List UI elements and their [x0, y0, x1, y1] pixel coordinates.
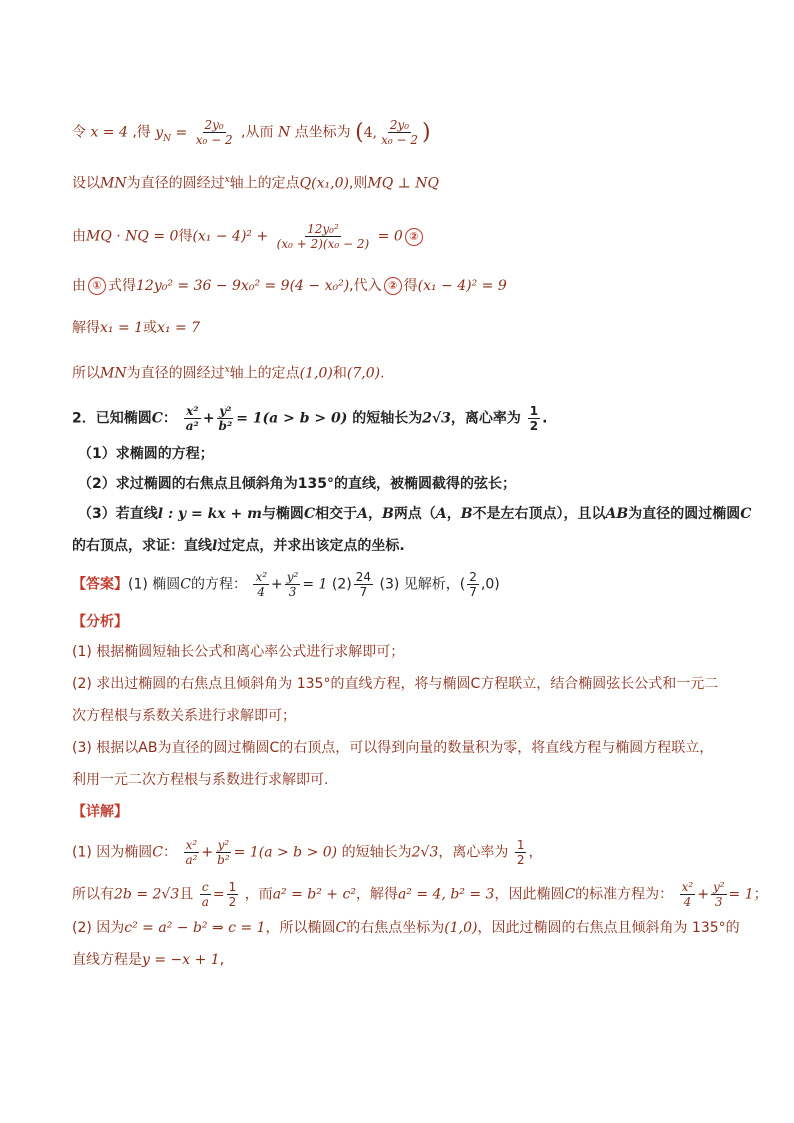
text-fragment: 轴上的定点	[229, 175, 300, 192]
text-fragment: 2√3	[422, 410, 451, 427]
text-fragment	[183, 838, 199, 867]
text-fragment: 的标准方程为：	[575, 886, 674, 903]
text-fragment: a² = 4, b² = 3	[397, 886, 495, 903]
text-fragment	[200, 880, 211, 909]
text-fragment: 【分析】	[72, 614, 128, 630]
text-fragment: x₁ = 7	[157, 320, 201, 336]
text-fragment: )	[421, 119, 431, 145]
solution-line-2	[72, 170, 439, 194]
text-fragment: 1	[228, 880, 237, 894]
text-fragment: 的右焦点坐标为	[346, 920, 445, 936]
text-fragment: ，解得	[355, 886, 398, 903]
text-fragment: 过定点，并求出该定点的坐标.	[217, 538, 405, 554]
circled-two-marker: ②	[405, 228, 423, 246]
text-fragment: 2	[516, 853, 525, 867]
text-fragment: (	[355, 119, 364, 145]
text-fragment	[215, 838, 232, 867]
text-fragment: 4	[257, 585, 266, 599]
text-fragment: 4	[683, 895, 692, 909]
text-fragment: ，离心率为	[438, 844, 509, 861]
fraction	[275, 222, 372, 251]
text-fragment: MQ · NQ = 0	[86, 228, 179, 245]
text-fragment: 两点（	[393, 506, 436, 522]
analysis-tag	[72, 612, 128, 632]
text-fragment: 7	[469, 585, 477, 599]
text-fragment: x²	[255, 570, 268, 584]
text-fragment: ，而	[244, 886, 273, 903]
text-fragment: C	[740, 506, 752, 522]
problem-q2: （2）求过椭圆的右焦点且倾斜角为135°的直线，被椭圆截得的弦长；	[78, 476, 516, 492]
text-fragment: = 0	[377, 228, 403, 245]
text-fragment: ，	[367, 506, 382, 522]
text-fragment	[528, 404, 540, 433]
text-fragment: B	[460, 506, 473, 522]
text-fragment: 的短轴长为	[341, 844, 412, 861]
text-fragment: C	[335, 920, 347, 936]
text-fragment: (2)	[331, 576, 352, 593]
text-fragment: 为直径的圆经过	[126, 175, 225, 192]
problem-q1: （1）求椭圆的方程；	[78, 446, 214, 462]
circled-two-marker: ②	[384, 277, 402, 295]
text-fragment: y²	[219, 404, 232, 418]
text-fragment: 所以	[72, 365, 100, 382]
text-fragment: = 1	[728, 886, 754, 903]
solution-line-5	[72, 318, 200, 338]
text-fragment: (x₀ + 2)(x₀ − 2)	[276, 237, 370, 251]
text-fragment: ，	[446, 506, 461, 522]
text-fragment: b²	[217, 853, 230, 867]
text-fragment: 为直径的圆过椭圆	[628, 506, 741, 522]
text-fragment: y	[155, 124, 164, 141]
text-fragment: 设以	[72, 175, 100, 192]
text-fragment: y²	[712, 880, 725, 894]
solution-line-4	[72, 276, 507, 296]
text: ,从而	[241, 124, 274, 141]
text-fragment: 3	[714, 895, 723, 909]
text-fragment: 2	[228, 895, 237, 909]
analysis-p2b: 次方程根与系数关系进行求解即可；	[72, 708, 296, 724]
text-fragment: (7,0)	[346, 365, 381, 382]
text-fragment: 2y₀	[389, 118, 410, 132]
text-fragment: C	[303, 506, 316, 522]
solution-line-6	[72, 360, 385, 384]
problem-q3-cont	[72, 536, 405, 556]
text-fragment: ：	[162, 410, 177, 427]
detail-line-1	[72, 838, 542, 867]
text-fragment: 2√3	[411, 844, 439, 861]
text-fragment: C	[180, 576, 191, 593]
text-fragment	[184, 404, 201, 433]
text-fragment: 2．已知椭圆	[72, 410, 152, 427]
text-fragment: B	[381, 506, 394, 522]
text-fragment: ，因此过椭圆的右焦点且倾斜角为 135°的	[477, 920, 740, 936]
text-fragment: c	[201, 880, 209, 894]
text-fragment: 3	[288, 585, 297, 599]
text-fragment: 得	[178, 228, 193, 245]
text-fragment: =	[212, 886, 225, 903]
text-fragment: 12y₀² = 36 − 9x₀² = 9(4 − x₀²)	[136, 278, 350, 294]
text-fragment: 或	[143, 320, 158, 336]
text-fragment: a	[201, 895, 209, 909]
text-fragment	[285, 570, 301, 599]
text-fragment: 直线方程是	[72, 952, 142, 968]
text-fragment: ；	[753, 886, 768, 903]
text-fragment: +	[202, 410, 215, 427]
text-fragment: C	[564, 886, 576, 903]
text-fragment: (1,0)	[299, 365, 333, 382]
answer-line	[72, 570, 500, 599]
text-fragment: 4,	[363, 124, 378, 141]
text-fragment: b²	[218, 419, 233, 433]
text-fragment: a²	[185, 419, 199, 433]
text-fragment: （3）若直线	[78, 506, 158, 522]
text-fragment: x²	[186, 404, 199, 418]
text: 令	[72, 124, 86, 141]
text-fragment: 解得	[72, 320, 100, 336]
text-fragment: A	[435, 506, 447, 522]
text-fragment: 的方程：	[191, 576, 247, 593]
text-fragment: 且	[179, 886, 194, 903]
text-fragment: 2	[469, 570, 477, 584]
text: ,得	[132, 124, 151, 141]
text-fragment: ,代入	[349, 278, 382, 294]
text-fragment: MN	[100, 365, 127, 382]
text-fragment: 不是左右顶点），且以	[472, 506, 606, 522]
text-fragment: .	[380, 365, 385, 382]
math-yN	[155, 124, 188, 144]
text-fragment: MQ ⊥ NQ	[367, 175, 440, 192]
text-fragment: x₁ = 1	[100, 320, 144, 336]
text-fragment: 2y₀	[204, 118, 224, 132]
text-fragment	[227, 880, 239, 909]
text-fragment	[379, 118, 420, 147]
text-fragment	[711, 880, 727, 909]
point-N	[355, 118, 431, 147]
text-fragment: 得	[403, 278, 418, 294]
text-fragment: 相交于	[315, 506, 358, 522]
text-fragment: ,0)	[480, 576, 500, 593]
analysis-p3: (3) 根据以AB为直径的圆过椭圆C的右顶点，可以得到向量的数量积为零，将直线方程与椭圆方程联立，	[72, 740, 714, 756]
text-fragment: x	[224, 175, 230, 185]
text-fragment: = 1(a > b > 0)	[233, 844, 338, 861]
text-fragment: x²	[681, 880, 694, 894]
text-fragment	[354, 570, 373, 599]
solution-line-3	[72, 222, 425, 251]
text-fragment: 的短轴长为	[352, 410, 423, 427]
analysis-p2: (2) 求出过椭圆的右焦点且倾斜角为 135°的直线方程，将与椭圆C方程联立，结合椭圆弦长公式和一元二	[72, 676, 719, 692]
text-fragment: c² = a² − b² ⇒ c = 1	[124, 920, 266, 936]
detail-line-4	[72, 950, 224, 970]
fraction	[194, 118, 235, 147]
detail-line-2	[72, 880, 768, 909]
text-fragment: ，	[528, 844, 543, 861]
text-fragment: a² = b² + c²	[272, 886, 356, 903]
text-fragment: MN	[100, 175, 127, 192]
text-fragment: +	[201, 844, 214, 861]
text-fragment	[680, 880, 696, 909]
text-fragment	[515, 838, 527, 867]
text-fragment: x	[224, 365, 230, 375]
text-fragment: ,	[219, 952, 225, 968]
text-fragment: l	[212, 538, 218, 554]
text-fragment: x₀ − 2	[381, 133, 418, 147]
text-fragment: a²	[185, 853, 198, 867]
text-fragment	[253, 570, 269, 599]
detail-line-3	[72, 918, 740, 938]
text-fragment: 【详解】	[72, 804, 128, 820]
text-fragment: C	[152, 844, 163, 861]
text-fragment: = 1	[302, 576, 328, 593]
text-fragment	[217, 404, 235, 433]
text-fragment: x₀ − 2	[195, 133, 233, 147]
text-fragment: 2	[529, 419, 539, 433]
text-fragment: y = −x + 1	[142, 952, 220, 968]
text-fragment: ，所以椭圆	[265, 920, 336, 936]
circled-one-marker: ①	[88, 277, 106, 295]
text-fragment: y²	[217, 838, 230, 852]
solution-line-1	[72, 118, 431, 148]
text-fragment: (x₁ − 4)² = 9	[417, 278, 507, 294]
text-fragment: 的右顶点，求证：直线	[72, 538, 212, 554]
text-fragment: 轴上的定点	[229, 365, 300, 382]
analysis-p1: (1) 根据椭圆短轴长公式和离心率公式进行求解即可；	[72, 644, 405, 660]
text-fragment: =	[175, 124, 188, 141]
text-fragment: 为直径的圆经过	[126, 365, 225, 382]
analysis-p3b: 利用一元二次方程根与系数进行求解即可.	[72, 772, 329, 788]
text-fragment: 1	[516, 838, 525, 852]
text-fragment: A	[357, 506, 368, 522]
text-fragment: l : y = kx + m	[157, 506, 262, 522]
text-fragment: 和	[332, 365, 347, 382]
math-expr: x = 4	[90, 124, 128, 141]
text-fragment: (1) 因为椭圆	[72, 844, 153, 861]
text-fragment: = 1(a > b > 0)	[236, 410, 348, 427]
text-fragment: ：	[163, 844, 177, 861]
text-fragment: N	[163, 133, 172, 144]
text-fragment: 由	[72, 228, 86, 245]
text-fragment: 式得	[108, 278, 136, 294]
text-fragment: Q(x₁,0)	[299, 175, 349, 192]
text-fragment: (3) 见解析，(	[379, 576, 466, 593]
text-fragment: (2) 因为	[72, 920, 125, 936]
text-fragment: 2b = 2√3	[114, 886, 180, 903]
text-fragment: .	[542, 410, 548, 427]
text-fragment: AB	[605, 506, 629, 522]
text-fragment: x²	[185, 838, 198, 852]
text-fragment: 12y₀²	[307, 222, 339, 236]
text-fragment: ，因此椭圆	[494, 886, 565, 903]
text-fragment: C	[151, 410, 163, 427]
text-fragment: y²	[286, 570, 299, 584]
answer-tag: 【答案】	[72, 576, 128, 593]
problem-2-heading	[72, 404, 547, 433]
text-fragment: 7	[359, 585, 368, 599]
problem-q3	[78, 504, 751, 524]
text-fragment: ,则	[348, 175, 368, 192]
text-fragment: 1	[529, 404, 539, 418]
text-fragment: +	[697, 886, 709, 903]
text-fragment: +	[271, 576, 283, 593]
text-fragment	[467, 570, 479, 599]
text-fragment: 由	[72, 278, 86, 294]
math-expr: N	[277, 124, 291, 141]
text-fragment: 与椭圆	[261, 506, 304, 522]
text: 点坐标为	[294, 124, 351, 141]
text-fragment: (x₁ − 4)² +	[192, 228, 269, 245]
text-fragment: 所以有	[72, 886, 114, 903]
text-fragment: (1,0)	[444, 920, 478, 936]
detail-tag	[72, 802, 128, 822]
text-fragment: 24	[355, 570, 372, 584]
text-fragment: ，离心率为	[450, 410, 521, 427]
text-fragment: (1) 椭圆	[128, 576, 181, 593]
